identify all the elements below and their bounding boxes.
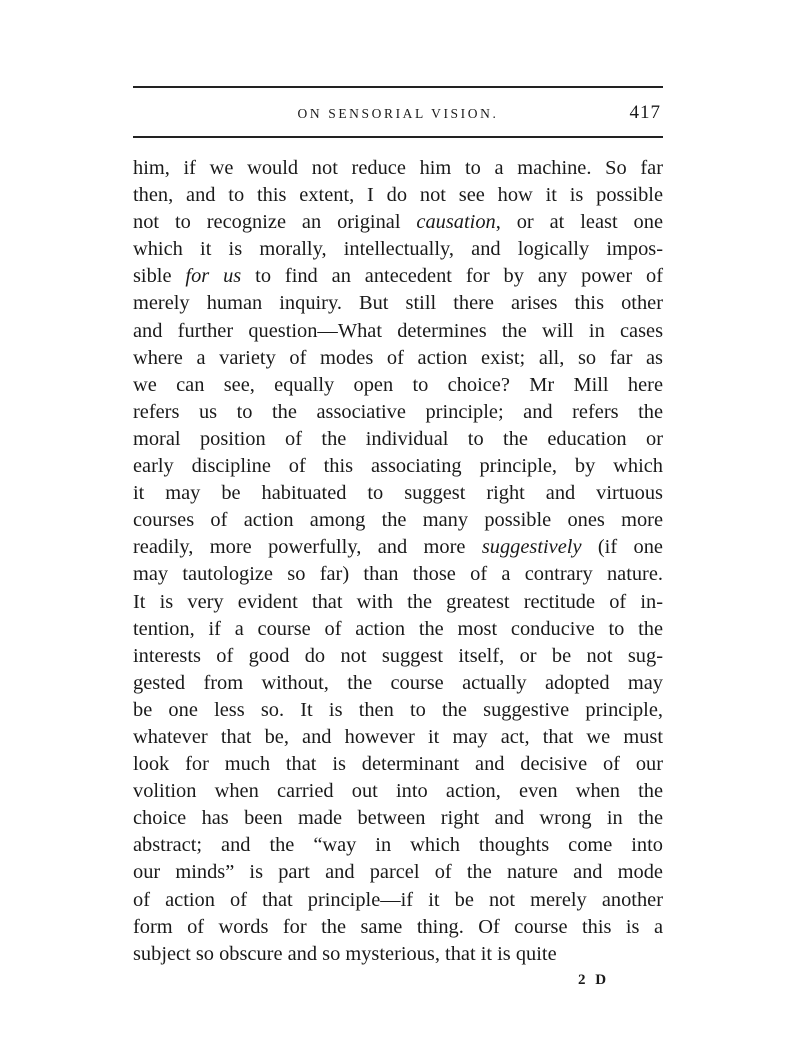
text-line: gested from without, the course actually adopted may	[133, 671, 663, 694]
text-line: refers us to the associative principle; and refers the	[133, 400, 663, 423]
text-line: look for much that is determinant and decisive of our	[133, 753, 663, 776]
running-head	[133, 102, 663, 128]
page-number: 417	[629, 102, 661, 123]
text-line: sible for us to find an antecedent for by any power of	[133, 265, 663, 288]
text-line: of action of that principle—if it be not merely another	[133, 888, 663, 911]
text-line: him, if we would not reduce him to a machine. So far	[133, 157, 663, 179]
text-line: It is very evident that with the greatest rectitude of in-	[133, 590, 663, 613]
text-line: abstract; and the “way in which thoughts come into	[133, 834, 663, 857]
text-line: and further question—What determines the will in cases	[133, 319, 663, 342]
text-line: early discipline of this associating principle, by which	[133, 455, 663, 478]
text-line: not to recognize an original causation, or at least one	[133, 211, 663, 234]
header-rule-bottom	[133, 136, 663, 138]
text-line: then, and to this extent, I do not see how it is possible	[133, 184, 663, 207]
text-line: merely human inquiry. But still there arises this other	[133, 292, 663, 315]
text-line: where a variety of modes of action exist; all, so far as	[133, 346, 663, 369]
text-line: may tautologize so far) than those of a contrary nature.	[133, 563, 663, 586]
signature-mark: 2 D	[578, 972, 610, 988]
running-head-title: ON SENSORIAL VISION.	[297, 106, 499, 121]
text-line: moral position of the individual to the education or	[133, 427, 663, 450]
text-line: subject so obscure and so mysterious, that it is quite	[133, 942, 557, 965]
text-line: readily, more powerfully, and more suggestively (if one	[133, 536, 663, 559]
text-line: which it is morally, intellectually, and logically impos-	[133, 238, 663, 261]
text-line: form of words for the same thing. Of course this is a	[133, 915, 663, 938]
text-line: we can see, equally open to choice? Mr Mill here	[133, 373, 663, 396]
text-line: tention, if a course of action the most conducive to the	[133, 617, 663, 640]
body-text	[133, 155, 663, 968]
text-line: courses of action among the many possible ones more	[133, 509, 663, 532]
header-rule-top	[133, 86, 663, 88]
text-line: choice has been made between right and wrong in the	[133, 807, 663, 830]
text-line: whatever that be, and however it may act, that we must	[133, 725, 663, 748]
text-line: volition when carried out into action, even when the	[133, 780, 663, 803]
text-line: it may be habituated to suggest right and virtuous	[133, 482, 663, 505]
text-line: interests of good do not suggest itself, or be not sug-	[133, 644, 663, 667]
text-line: our minds” is part and parcel of the nature and mode	[133, 861, 663, 884]
text-line: be one less so. It is then to the suggestive principle,	[133, 698, 663, 721]
